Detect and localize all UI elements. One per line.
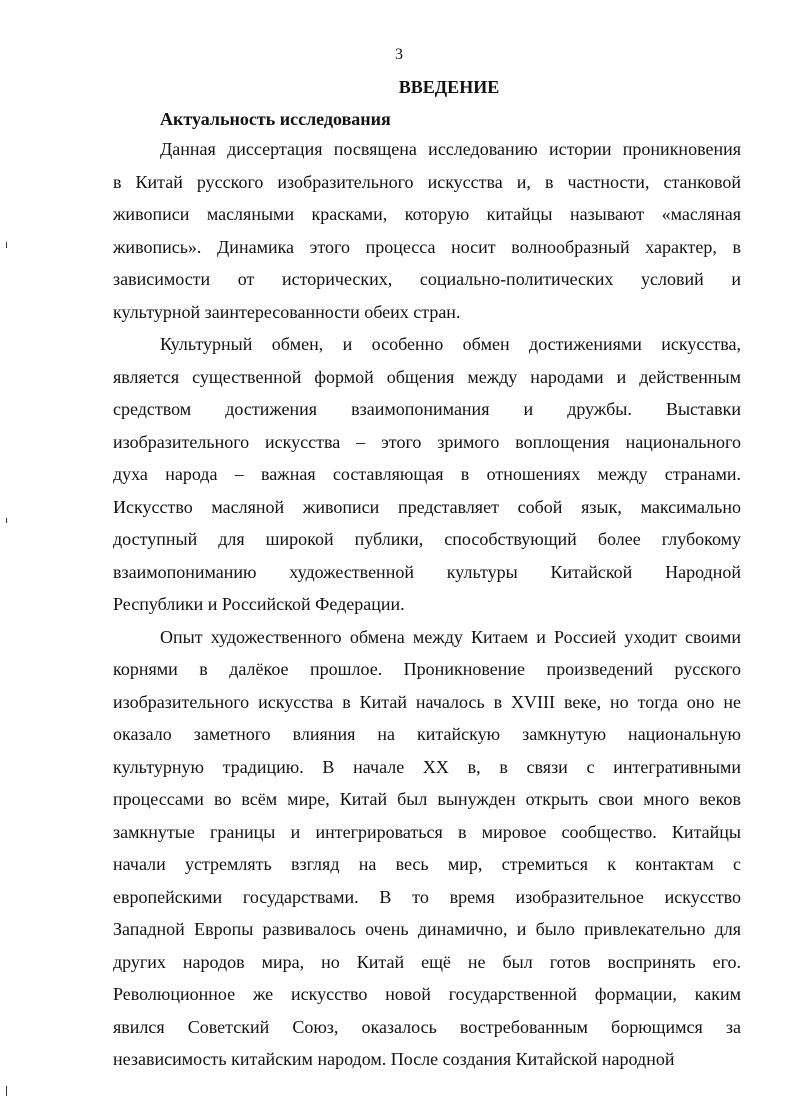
text-line: независимость китайским народом. После создания Китайской народной xyxy=(113,1049,675,1069)
text-line: является существенной формой общения между народами и действенным xyxy=(113,366,741,387)
text-line: доступный для широкой публики, способствующий более глубокому xyxy=(113,529,741,549)
text-line: изобразительного искусства в Китай началось в XVIII веке, но тогда оно не xyxy=(113,691,741,712)
text-line: Западной Европы развивалось очень динамично, и было привлекательно для xyxy=(113,919,741,939)
text-line: Опыт художественного обмена между Китаем и Россией уходит своими xyxy=(160,626,741,647)
text-line: замкнутые границы и интегрироваться в мировое сообщество. Китайцы xyxy=(113,821,741,842)
scan-mark xyxy=(6,242,7,248)
text-line: средством достижения взаимопонимания и дружбы. Выставки xyxy=(113,399,741,419)
text-line: духа народа – важная составляющая в отношениях между странами. xyxy=(113,464,741,484)
text-line: других народов мира, но Китай ещё не был готов воспринять его. xyxy=(113,951,741,972)
text-line: Искусство масляной живописи представляет собой язык, максимально xyxy=(113,496,741,517)
paragraph xyxy=(113,328,741,621)
text-line: процессами во всём мире, Китай был вынужден открыть свои много веков xyxy=(113,789,741,809)
section-heading: Актуальность исследования xyxy=(160,109,391,129)
text-line: зависимости от исторических, социально-политических условий и xyxy=(113,269,741,289)
text-line: живопись». Динамика этого процесса носит волнообразный характер, в xyxy=(113,236,741,257)
text-line: Данная диссертация посвящена исследованию истории проникновения xyxy=(160,139,741,159)
text-line: Культурный обмен, и особенно обмен достижениями искусства, xyxy=(160,334,741,354)
text-line: культурную традицию. В начале XX в, в связи с интегративными xyxy=(113,756,741,777)
page-title: ВВЕДЕНИЕ xyxy=(398,77,500,97)
text-line: живописи масляными красками, которую китайцы называют «масляная xyxy=(113,204,741,224)
text-line: культурной заинтересованности обеих стран. xyxy=(113,301,461,322)
text-line: европейскими государствами. В то время изобразительное искусство xyxy=(113,886,741,907)
text-line: взаимопониманию художественной культуры Китайской Народной xyxy=(113,561,741,582)
text-line: начали устремлять взгляд на весь мир, стремиться к контактам с xyxy=(113,854,741,874)
scan-mark xyxy=(6,1086,7,1096)
text-line: корнями в далёкое прошлое. Проникновение произведений русского xyxy=(113,659,741,679)
text-line: явился Советский Союз, оказалось востребованным борющимся за xyxy=(113,1016,741,1037)
paragraph xyxy=(113,621,741,1076)
scan-mark xyxy=(6,518,7,523)
text-line: изобразительного искусства – этого зримого воплощения национального xyxy=(113,431,741,452)
paragraph xyxy=(113,133,741,328)
text-line: в Китай русского изобразительного искусства и, в частности, станковой xyxy=(113,171,741,192)
text-line: Революционное же искусство новой государственной формации, каким xyxy=(113,984,741,1004)
text-line: оказало заметного влияния на китайскую замкнутую национальную xyxy=(113,724,741,744)
body-text xyxy=(113,133,741,1076)
text-line: Республики и Российской Федерации. xyxy=(113,594,405,614)
page-number: 3 xyxy=(395,46,403,63)
